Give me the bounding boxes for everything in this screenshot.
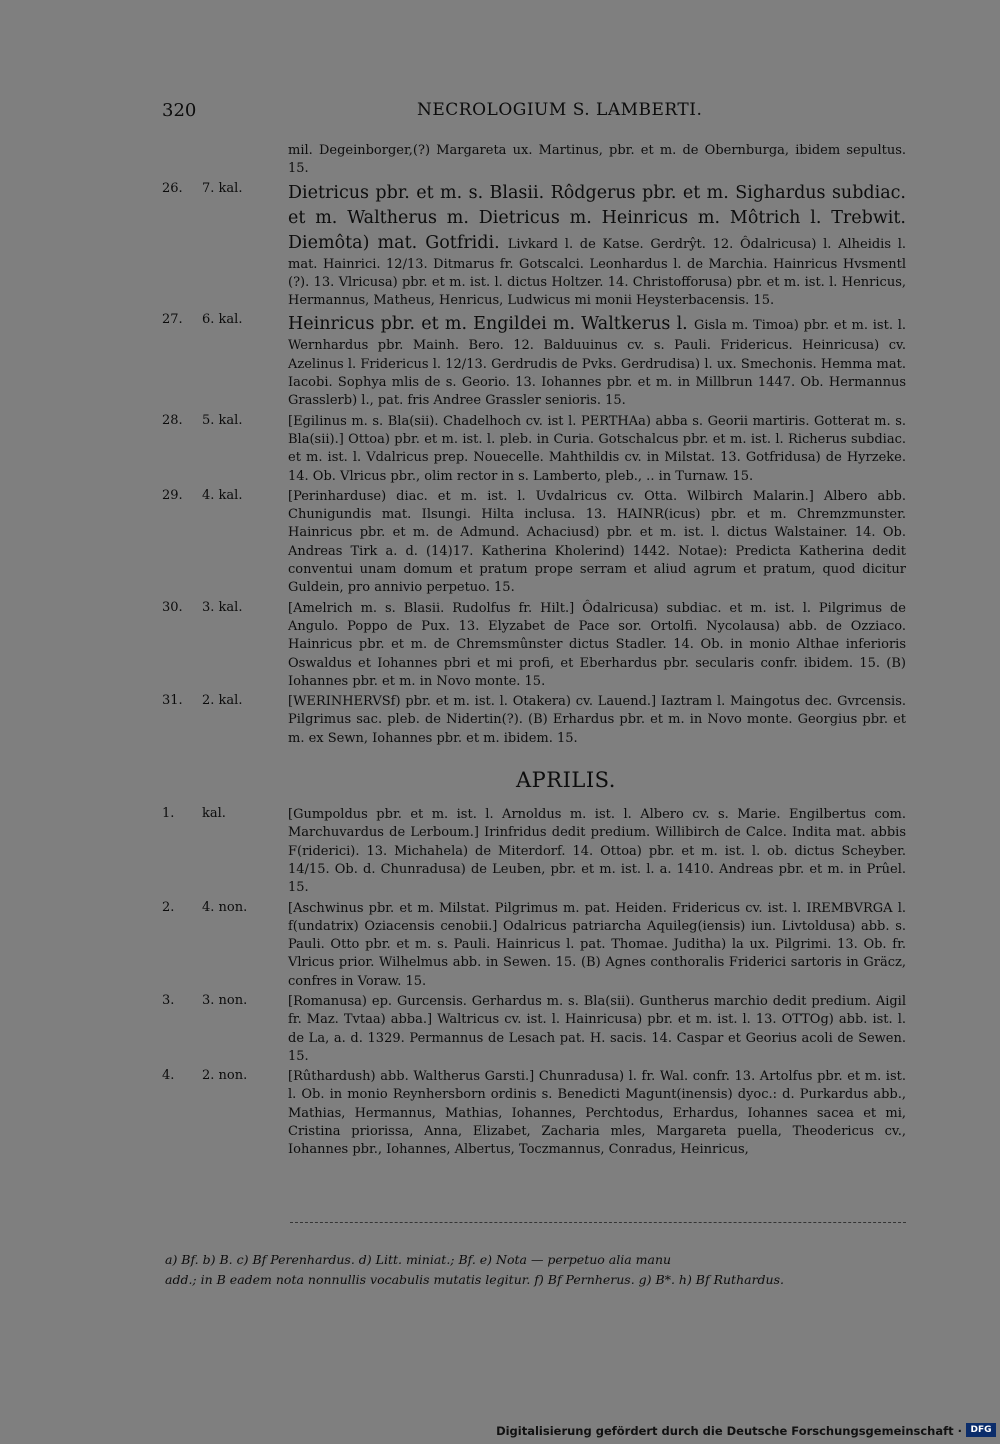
entry-row (162, 413, 906, 486)
entry-row (162, 600, 906, 691)
entry-body-text: [Amelrich m. s. Blasii. Rudolfus fr. Hilt.] Ôdalricusa) subdiac. et m. ist. l. Pilgrimus de Angulo. Poppo de Pux. 13. Elyzabet de Pace sor. Ortolfi. Nycolausa) abb. de Ozziaco. Hainricus pbr. et m. de Chremsmûnster dictus Stadler. 14. Ob. in monio Althae inferioris Oswaldus et Iohannes pbri et mi profi, et Eberhardus pbr. secularis confr. ibidem. 15. (B) Iohannes pbr. et m. in Novo monte. 15. (288, 600, 906, 689)
entry-day-number: 31. (162, 693, 183, 709)
entry-kalends: 6. kal. (202, 312, 243, 328)
entry-row (162, 181, 906, 311)
entry-kalends: 3. non. (202, 992, 248, 1008)
entry-body-text: Gisla m. Timoa) pbr. et m. ist. l. Wernhardus pbr. Mainh. Bero. 12. Balduuinus cv. s. Pauli. Fridericus. Heinricusa) cv. Azelinus l. Fridericus l. 12/13. Gerdrudis de Pvks. Gerdrudisa) l. ux. Smechonis. Hemma mat. Iacobi. Sophya mlis de s. Georio. 13. Iohannes pbr. et m. in Millbrun 1447. Ob. Hermannus Grasslerb) l., pat. fris Andree Grassler senioris. 15. (288, 318, 906, 409)
entry-text (288, 600, 906, 691)
entry-body-text: [Perinharduse) diac. et m. ist. l. Uvdalricus cv. Otta. Wilbirch Malarin.] Albero abb. Chunigundis mat. Ilsungi. Hilta inclusa. 13. HAINR(icus) pbr. et m. Chremzmunster. Hainricus pbr. et m. de Admund. Achaciusd) pbr. et m. ist. l. dictus Walstainer. 14. Ob. Andreas Tirk a. d. (14)17. Katherina Kholerind) 1442. Notae): Predicta Katherina dedit conventui unam domum et pratum prope serram et aliud agrum et pratum, quod dicitur Guldein, pro annivio perpetuo. 15. (288, 488, 906, 596)
entry-day-number: 28. (162, 412, 183, 428)
entry-kalends: 4. kal. (202, 487, 243, 503)
entry-day-number: 3. (162, 992, 175, 1008)
entry-text (288, 693, 906, 748)
entry-body-text: [Egilinus m. s. Bla(sii). Chadelhoch cv. ist l. PERTHAa) abba s. Georii martiris. Gotterat m. s. Bla(sii).] Ottoa) pbr. et m. ist. l. pleb. in Curia. Gotschalcus pbr. et m. ist. l. Richerus subdiac. et m. ist. l. Vdalricus prep. Nouecelle. Mahthildis cv. in Milstat. 13. Gotfridusa) de Hyrzeke. 14. Ob. Vlricus pbr., olim rector in s. Lamberto, pleb., .. in Turnaw. 15. (288, 413, 906, 484)
necrology-entries (162, 142, 906, 1162)
entry-row (162, 488, 906, 598)
dfg-logo-icon: DFG (966, 1423, 996, 1437)
entry-text (288, 488, 906, 598)
section-title: APRILIS. (516, 768, 616, 793)
entry-kalends: 3. kal. (202, 599, 243, 615)
running-title: NECROLOGIUM S. LAMBERTI. (417, 100, 703, 120)
entry-lead-text: Dietricus pbr. et m. s. Blasii. Rôdgerus pbr. et m. Sighardus subdiac. et m. Waltherus m. Dietricus m. Heinricus m. Môtrich l. Trebwit. Diemôta) mat. Gotfridi. (288, 182, 906, 253)
entry-kalends: 4. non. (202, 899, 248, 915)
footnote-line: a) Bf. b) B. c) Bf Perenhardus. d) Litt. miniat.; Bf. e) Nota — perpetuo alia manu (165, 1252, 672, 1267)
entry-body-text: [Aschwinus pbr. et m. Milstat. Pilgrimus m. pat. Heiden. Fridericus cv. ist. l. IREMBVRGA l. f(undatrix) Oziacensis cenobii.] Odalricus patriarcha Aquileg(iensis) iun. Livtoldusa) abb. s. Pauli. Otto pbr. et m. s. Pauli. Hainricus l. pat. Thomae. Juditha) la ux. Pilgrimi. 13. Ob. fr. Vlricus prior. Wilhelmus abb. in Sewen. 15. (B) Agnes conthoralis Friderici sartoris in Gräcz, confres in Voraw. 15. (288, 900, 906, 989)
entry-kalends: 7. kal. (202, 180, 243, 196)
entry-day-number: 29. (162, 487, 183, 503)
footnote-line: add.; in B eadem nota nonnullis vocabulis mutatis legitur. f) Bf Pernherus. g) B*. h) Bf Ruthardus. (165, 1272, 784, 1287)
entry-text (288, 312, 906, 410)
entry-kalends: 2. kal. (202, 693, 243, 709)
entry-day-number: 4. (162, 1068, 175, 1084)
entry-day-number: 30. (162, 599, 183, 615)
entry-text (288, 181, 906, 311)
entry-row (162, 312, 906, 410)
entry-text (288, 413, 906, 486)
entry-day-number: 27. (162, 312, 183, 328)
entry-body-text: [WERINHERVSf) pbr. et m. ist. l. Otakera) cv. Lauend.] Iaztram l. Maingotus dec. Gvrcensis. Pilgrimus sac. pleb. de Nidertin(?). (B) Erhardus pbr. et m. in Novo monte. Georgius pbr. et m. ex Sewn, Iohannes pbr. et m. ibidem. 15. (288, 694, 906, 746)
entry-text (288, 900, 906, 991)
entry-kalends: 5. kal. (202, 412, 243, 428)
april-entries (162, 806, 906, 1160)
entry-day-number: 1. (162, 806, 175, 822)
footer-bar (0, 1420, 1000, 1444)
entry-text (288, 806, 906, 897)
entry-text (288, 1068, 906, 1159)
entry-kalends: kal. (202, 806, 226, 822)
page-header (162, 100, 902, 126)
page-number: 320 (162, 100, 197, 121)
entry-text (288, 993, 906, 1066)
footnote-rule (290, 1222, 906, 1229)
entry-body-text: [Romanusa) ep. Gurcensis. Gerhardus m. s. Bla(sii). Guntherus marchio dedit predium. Aigil fr. Maz. Tvtaa) abba.] Waltricus cv. ist. l. Hainricusa) pbr. et m. ist. l. 13. OTTOg) abb. ist. l. de La, a. d. 1329. Permannus de Lesach pat. H. sacis. 14. Caspar et Georius acoli de Sewen. 15. (288, 993, 906, 1064)
entry-body-text: mil. Degeinborger,(?) Margareta ux. Martinus, pbr. et m. de Obernburga, ibidem sepultus. 15. (288, 143, 906, 177)
entry-text (288, 142, 906, 179)
march-entries (162, 142, 906, 748)
entry-lead-text: Heinricus pbr. et m. Engildei m. Waltkerus l. (288, 314, 694, 335)
entry-day-number: 2. (162, 899, 175, 915)
entry-row (162, 900, 906, 991)
entry-row (162, 693, 906, 748)
entry-row (162, 806, 906, 897)
entry-row (162, 993, 906, 1066)
entry-body-text: Livkard l. de Katse. Gerdrŷt. 12. Ôdalricusa) l. Alheidis l. mat. Hainrici. 12/13. Ditmarus fr. Gotscalci. Leonhardus l. de Marchia. Hainricus Hvsmentl (?). 13. Vlricusa) pbr. et m. ist. l. dictus Holtzer. 14. Christofforusa) pbr. et m. ist. l. Henricus, Hermannus, Matheus, Henricus, Ludwicus mi monii Heysterbacensis. 15. (288, 236, 906, 309)
entry-body-text: [Gumpoldus pbr. et m. ist. l. Arnoldus m. ist. l. Albero cv. s. Marie. Engilbertus com. Marchuvardus de Lerboum.] Irinfridus dedit predium. Willibirch de Calce. Indita mat. abbis F(riderici). 13. Michahela) de Miterdorf. 14. Ottoa) pbr. et m. ist. l. ob. dictus Scheyber. 14/15. Ob. d. Chunradusa) de Leuben, pbr. et m. ist. l. a. 1410. Andreas pbr. et m. in Prûel. 15. (288, 807, 906, 896)
entry-day-number: 26. (162, 180, 183, 196)
entry-row (162, 142, 906, 179)
funding-credit: Digitalisierung gefördert durch die Deutsche Forschungsgemeinschaft · (496, 1424, 962, 1438)
entry-kalends: 2. non. (202, 1068, 248, 1084)
entry-row (162, 1068, 906, 1159)
footnotes (165, 1250, 905, 1290)
entry-body-text: [Rûthardush) abb. Waltherus Garsti.] Chunradusa) l. fr. Wal. confr. 13. Artolfus pbr. et m. ist. l. Ob. in monio Reynhersborn ordinis s. Benedicti Magunt(inensis) dyoc.: d. Purkardus abb., Mathias, Hermannus, Mathias, Iohannes, Perchtodus, Erhardus, Iohannes sacea et mi, Cristina priorissa, Anna, Elizabet, Zacharia mles, Margareta puella, Theodericus cv., Iohannes pbr., Iohannes, Albertus, Toczmannus, Conradus, Heinricus, (288, 1069, 906, 1158)
